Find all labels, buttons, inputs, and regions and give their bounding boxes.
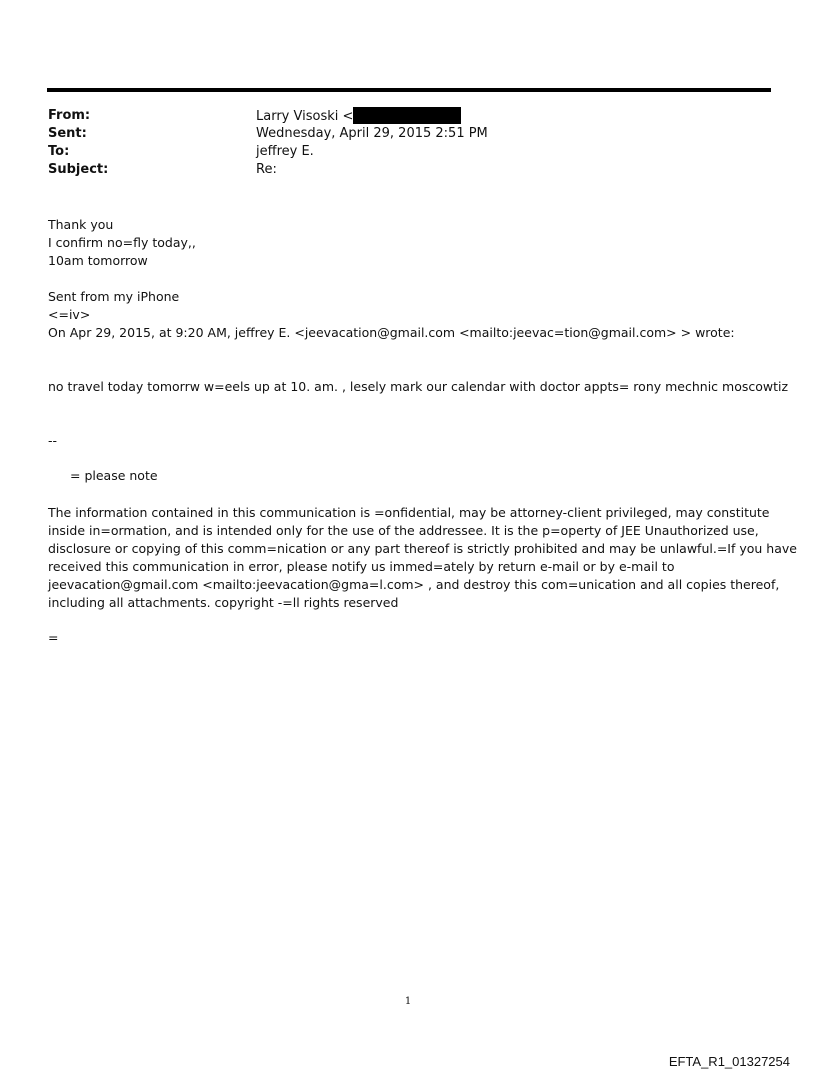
separator: -- <box>48 433 58 448</box>
disclaimer-line: The information contained in this communication is =onfidential, may be attorney-client privileged, may constitute <box>48 505 770 520</box>
from-row <box>48 107 768 125</box>
please-note: = please note <box>70 468 158 483</box>
subject-row <box>48 161 768 179</box>
reply-line-3: 10am tomorrow <box>48 253 148 268</box>
reply-signature: Sent from my iPhone <box>48 289 180 304</box>
disclaimer-line: disclosure or copying of this comm=nication or any part thereof is strictly prohibited and may be unlawful.=If you have <box>48 541 797 556</box>
to-value: jeffrey E. <box>256 144 314 159</box>
from-value <box>256 107 461 126</box>
from-name: Larry Visoski < <box>256 109 354 124</box>
header-rule <box>47 88 771 92</box>
from-label: From: <box>48 108 91 123</box>
redaction-block <box>353 107 461 124</box>
sent-label: Sent: <box>48 126 87 141</box>
disclaimer <box>48 504 797 612</box>
page-number: 1 <box>404 996 412 1007</box>
email-header <box>48 107 768 179</box>
disclaimer-line: received this communication in error, please notify us immed=ately by return e-mail or by e-mail to <box>48 559 675 574</box>
reply-tag: <=iv> <box>48 307 91 322</box>
disclaimer-line: jeevacation@gmail.com <mailto:jeevacation@gma=l.com> , and destroy this com=unication and all copies thereof, <box>48 577 780 592</box>
quote-header: On Apr 29, 2015, at 9:20 AM, jeffrey E. <jeevacation@gmail.com <mailto:jeevac=tion@gmail.com> > wrote: <box>48 325 735 340</box>
to-row <box>48 143 768 161</box>
subject-label: Subject: <box>48 162 109 177</box>
disclaimer-line: including all attachments. copyright -=ll rights reserved <box>48 595 399 610</box>
subject-value: Re: <box>256 162 277 177</box>
document-id: EFTA_R1_01327254 <box>668 1054 790 1069</box>
disclaimer-line: inside in=ormation, and is intended only for the use of the addressee. It is the p=operty of JEE Unauthorized use, <box>48 523 759 538</box>
sent-row <box>48 125 768 143</box>
reply-line-2: I confirm no=fly today,, <box>48 235 196 250</box>
trailing-equals: = <box>48 630 59 645</box>
sent-value: Wednesday, April 29, 2015 2:51 PM <box>256 126 488 141</box>
reply-line-1: Thank you <box>48 217 114 232</box>
to-label: To: <box>48 144 70 159</box>
original-message: no travel today tomorrw w=eels up at 10. am. , lesely mark our calendar with doctor appts= rony mechnic moscowtiz <box>48 379 789 394</box>
